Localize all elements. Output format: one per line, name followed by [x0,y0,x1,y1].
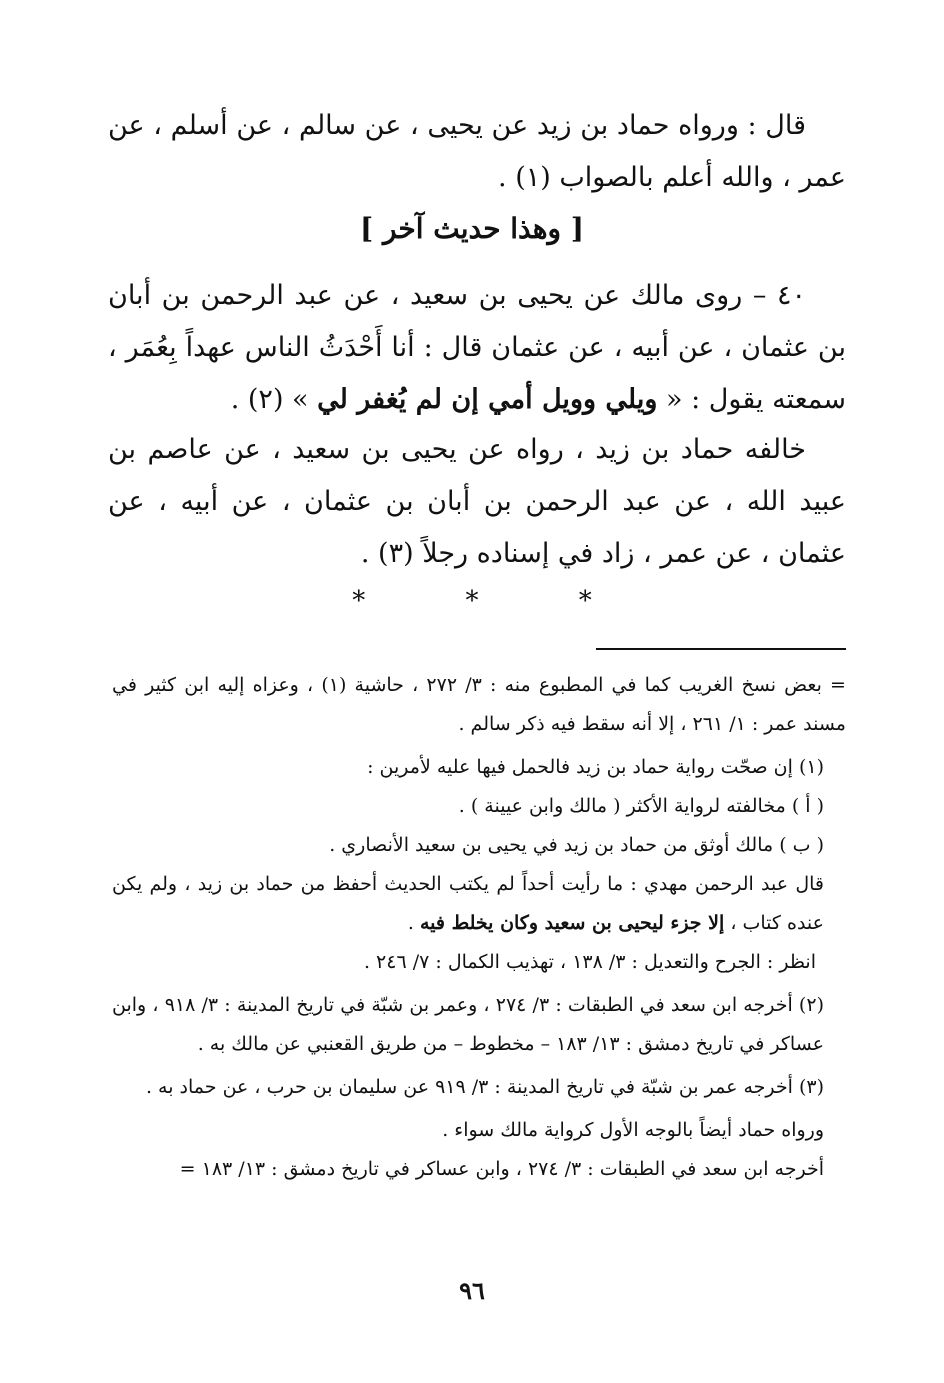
paragraph-3 [108,424,846,580]
hadith-40-end: » (٢) . [230,384,318,415]
hadith-40-text: ٤٠ – روى مالك عن يحيى بن سعيد ، عن عبد الرحمن بن أبان بن عثمان ، عن أبيه ، عن عثمان قال : أنا أَحْدَثُ الناس عهداً بِعُمَر ، سمعته يقول : « [108,280,846,415]
footnote-1-quote-bold: إلا جزء ليحيى بن سعيد وكان يخلط فيه [419,912,725,934]
footnote-2: (٢) أخرجه ابن سعد في الطبقات : ٣/ ٢٧٤ ، وعمر بن شبّة في تاريخ المدينة : ٣/ ٩١٨ ، وابن عساكر في تاريخ دمشق : ١٣/ ١٨٣ – مخطوط – من طريق القعنبي عن مالك به . [112,994,824,1055]
page-number: ٩٦ [459,1276,485,1305]
paragraph-1 [108,100,846,204]
footnote-1-quote-text: قال عبد الرحمن مهدي : ما رأيت أحداً لم يكتب الحديث أحفظ من حماد بن زيد ، ولم يكن عنده كتاب ، [112,873,824,934]
hadith-40 [108,270,846,426]
footnote-1-quote-end: . [407,912,420,934]
footnote-1-b: ( ب ) مالك أوثق من حماد بن زيد في يحيى بن سعيد الأنصاري . [329,834,824,856]
footnote-1-refs: انظر : الجرح والتعديل : ٣/ ١٣٨ ، تهذيب الكمال : ٧/ ٢٤٦ . [363,951,816,973]
footnote-3-a: ورواه حماد أيضاً بالوجه الأول كرواية مالك سواء . [442,1119,824,1141]
section-heading: [ وهذا حديث آخر ] [359,212,585,245]
hadith-40-quote: ويلي وويل أمي إن لم يُغفر لي [317,384,658,415]
footnote-1-quote [112,865,846,943]
footnote-1-a: ( أ ) مخالفته لرواية الأكثر ( مالك وابن عيينة ) . [458,795,824,817]
footnote-continuation: = بعض نسخ الغريب كما في المطبوع منه : ٣/ ٢٧٢ ، حاشية (١) ، وعزاه إليه ابن كثير في مسند عمر : ١/ ٢٦١ ، إلا أنه سقط فيه ذكر سالم . [112,674,846,735]
paragraph-3-text: خالفه حماد بن زيد ، رواه عن يحيى بن سعيد ، عن عاصم بن عبيد الله ، عن عبد الرحمن بن أبان بن عثمان ، عن أبيه ، عن عثمان ، عن عمر ، زاد في إسناده رجلاً (٣) . [108,434,846,569]
paragraph-2 [108,270,846,426]
footnote-3: (٣) أخرجه عمر بن شبّة في تاريخ المدينة : ٣/ ٩١٩ عن سليمان بن حرب ، عن حماد به . [145,1076,824,1098]
footnote-3-b: أخرجه ابن سعد في الطبقات : ٣/ ٢٧٤ ، وابن عساكر في تاريخ دمشق : ١٣/ ١٨٣ = [179,1158,824,1180]
paragraph-1-text: قال : ورواه حماد بن زيد عن يحيى ، عن سالم ، عن أسلم ، عن عمر ، والله أعلم بالصواب (١) . [108,110,846,193]
footnotes [112,666,846,1189]
footnote-divider [596,648,846,650]
footnote-1: (١) إن صحّت رواية حماد بن زيد فالحمل فيها عليه لأمرين : [367,756,824,778]
section-separator: * * * [352,586,638,616]
